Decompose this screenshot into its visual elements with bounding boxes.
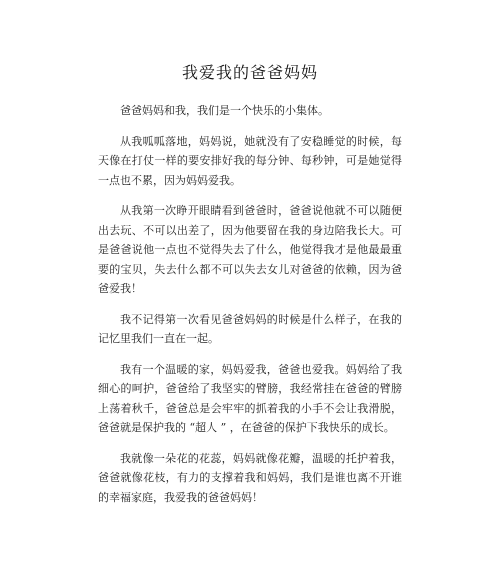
paragraph-2: 从我呱呱落地，妈妈说，她就没有了安稳睡觉的时候，每天像在打仗一样的要安排好我的每分钟、每秒钟，可是她觉得一点也不累，因为妈妈爱我。	[98, 134, 402, 187]
paragraph-5: 我有一个温暖的家，妈妈爱我，爸爸也爱我。妈妈给了我细心的呵护，爸爸给了我坚实的臂膀，我经常挂在爸爸的臂膀上荡着秋千，爸爸总是会牢牢的抓着我的小手不会让我滑脱，爸爸就是保护我的 “超人 ” ，在爸爸的保护下我快乐的成长。	[98, 362, 402, 434]
document-title: 我爱我的爸爸妈妈	[181, 63, 318, 82]
paragraph-4: 我不记得第一次看见爸爸妈妈的时候是什么样子，在我的记忆里我们一直在一起。	[98, 312, 402, 345]
paragraph-1: 爸爸妈妈和我，我们是一个快乐的小集体。	[120, 104, 329, 117]
document-body	[98, 101, 402, 518]
paragraph-6: 我就像一朵花的花蕊，妈妈就像花瓣，温暖的托护着我，爸爸就像花枝，有力的支撑着我和妈妈，我们是谁也离不开谁的幸福家庭，我爱我的爸爸妈妈！	[98, 451, 402, 504]
paragraph-3: 从我第一次睁开眼睛看到爸爸时，爸爸说他就不可以随便出去玩、不可以出差了，因为他要留在我的身边陪我长大。可是爸爸说他一点也不觉得失去了什么，他觉得我才是他最最重要的宝贝，失去什么都不可以失去女儿对爸爸的依赖，因为爸爸爱我！	[98, 204, 402, 295]
